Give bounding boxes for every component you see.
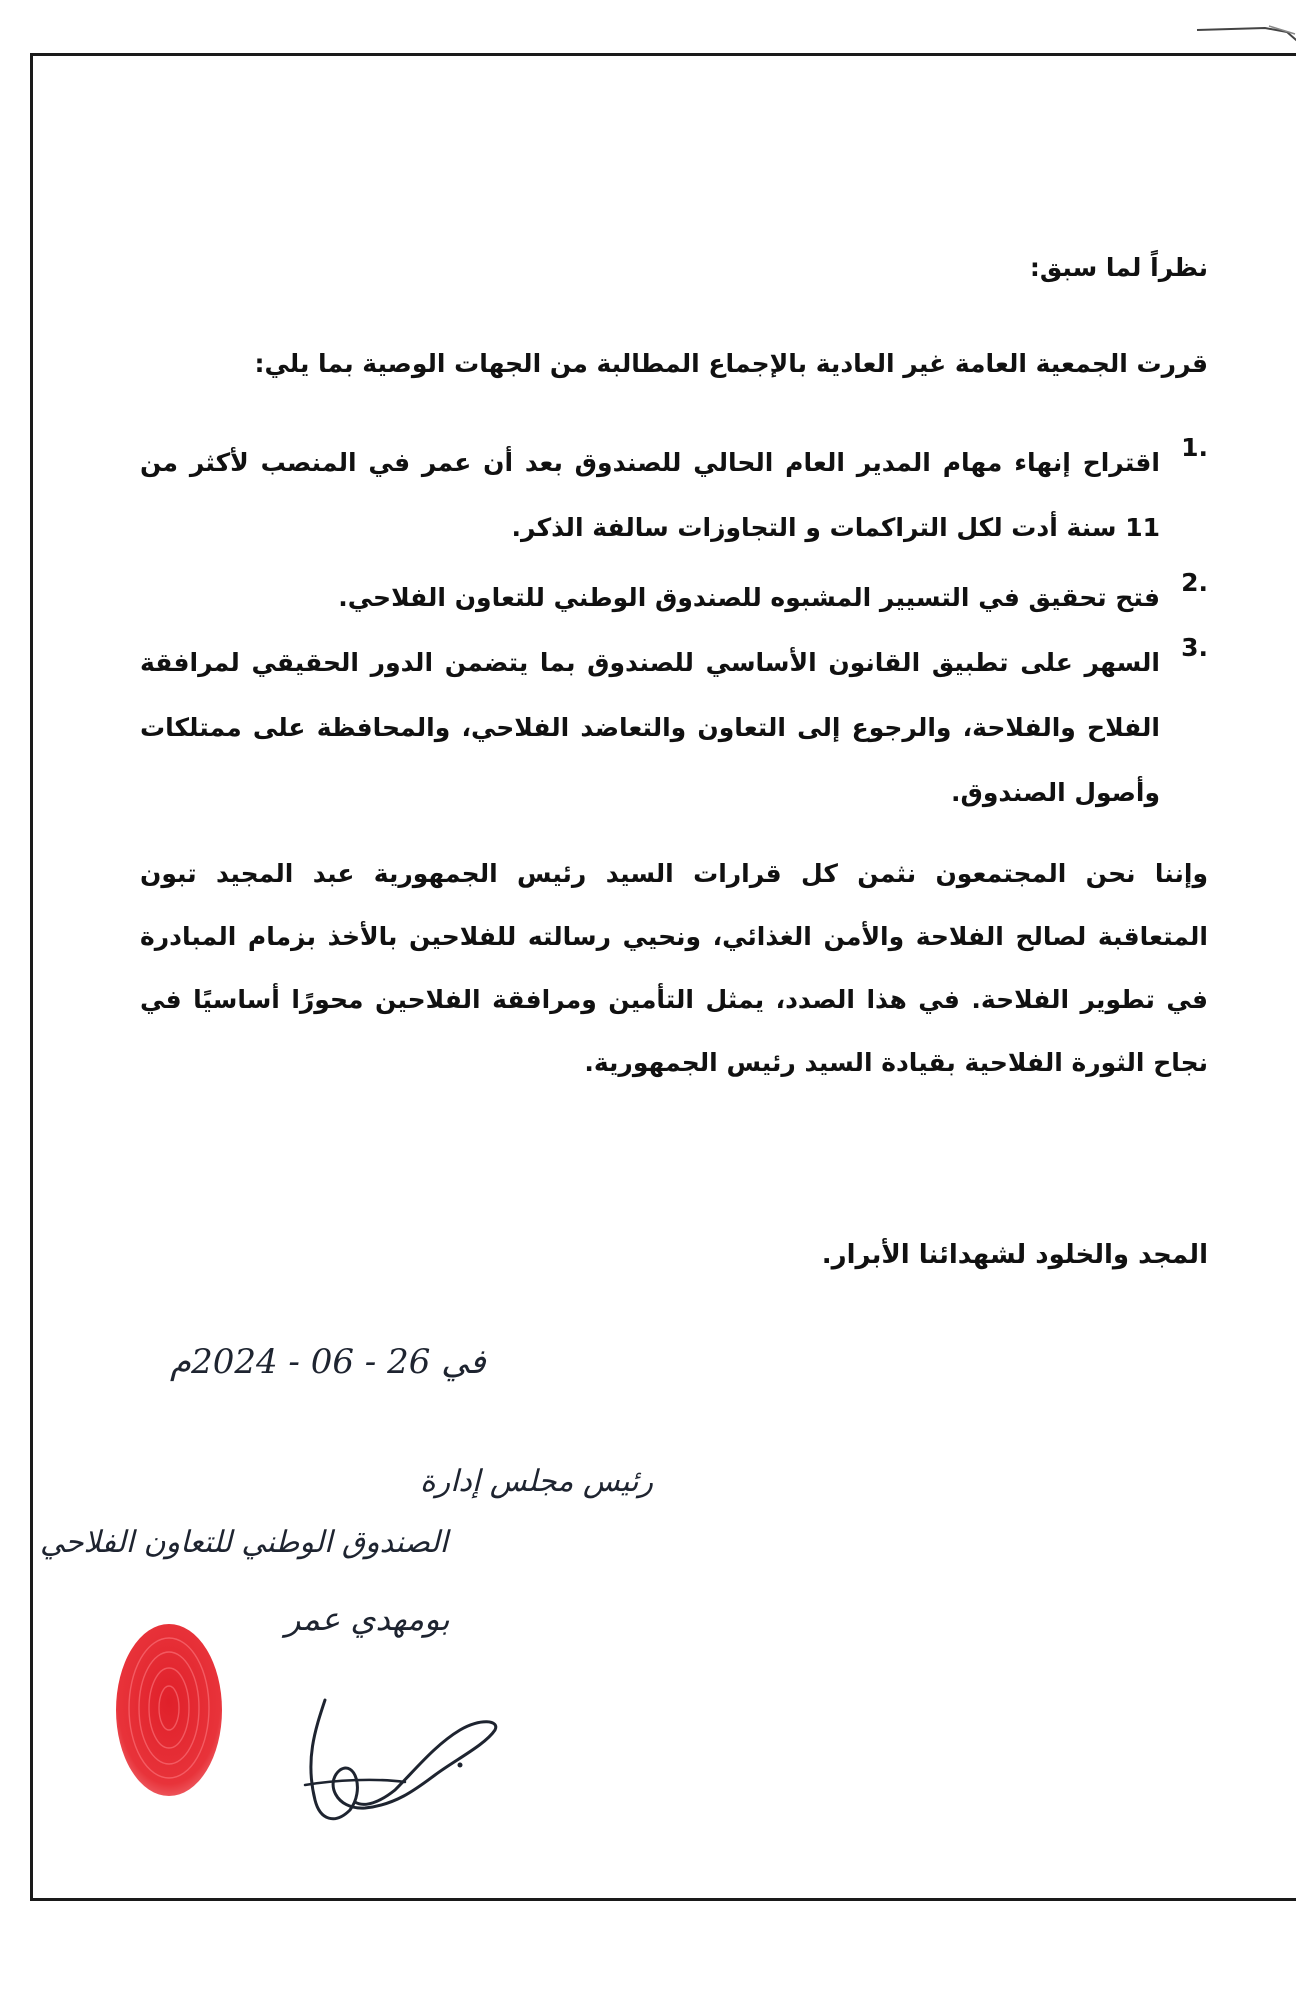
signatory-name: بومهدي عمر [285,1600,450,1638]
intro-heading: نظراً لما سبق: [1029,253,1208,282]
signatory-title-line-2: الصندوق الوطني للتعاون الفلاحي [40,1525,448,1560]
signatory-title-line-1: رئيس مجلس إدارة [420,1464,654,1499]
support-paragraph: وإننا نحن المجتمعون نثمن كل قرارات السيد رئيس الجمهورية عبد المجيد تبون المتعاقبة لصالح الفلاحة والأمن الغذائي، ونحيي رسالته للفلاحين بالأخذ بزمام المبادرة في تطوير الفلاحة. في هذا الصدد، يمثل التأمين ومرافقة الفلاحين محورًا أساسيًا في نجاح الثورة الفلاحية بقيادة السيد رئيس الجمهورية. [140,859,1208,1077]
handwritten-date: في 26 - 06 - 2024م [170,1342,486,1382]
list-item-number: 2. [1181,568,1208,597]
decision-heading: قررت الجمعية العامة غير العادية بالإجماع المطالبة من الجهات الوصية بما يلي: [254,349,1208,378]
closing-line: المجد والخلود لشهدائنا الأبرار. [821,1240,1208,1270]
list-item-number: 3. [1181,633,1208,662]
fingerprint-stamp [113,1620,225,1798]
list-item-text: اقتراح إنهاء مهام المدير العام الحالي للصندوق بعد أن عمر في المنصب لأكثر من 11 سنة أدت لكل التراكمات و التجاوزات سالفة الذكر. [140,448,1160,542]
signature [295,1690,505,1830]
list-item-text: فتح تحقيق في التسيير المشبوه للصندوق الوطني للتعاون الفلاحي. [338,583,1160,612]
corner-fold-mark [1195,24,1296,54]
list-item-text: السهر على تطبيق القانون الأساسي للصندوق بما يتضمن الدور الحقيقي لمرافقة الفلاح والفلاحة، والرجوع إلى التعاون والتعاضد الفلاحي، والمحافظة على ممتلكات وأصول الصندوق. [140,648,1160,807]
list-item-number: 1. [1181,433,1208,462]
